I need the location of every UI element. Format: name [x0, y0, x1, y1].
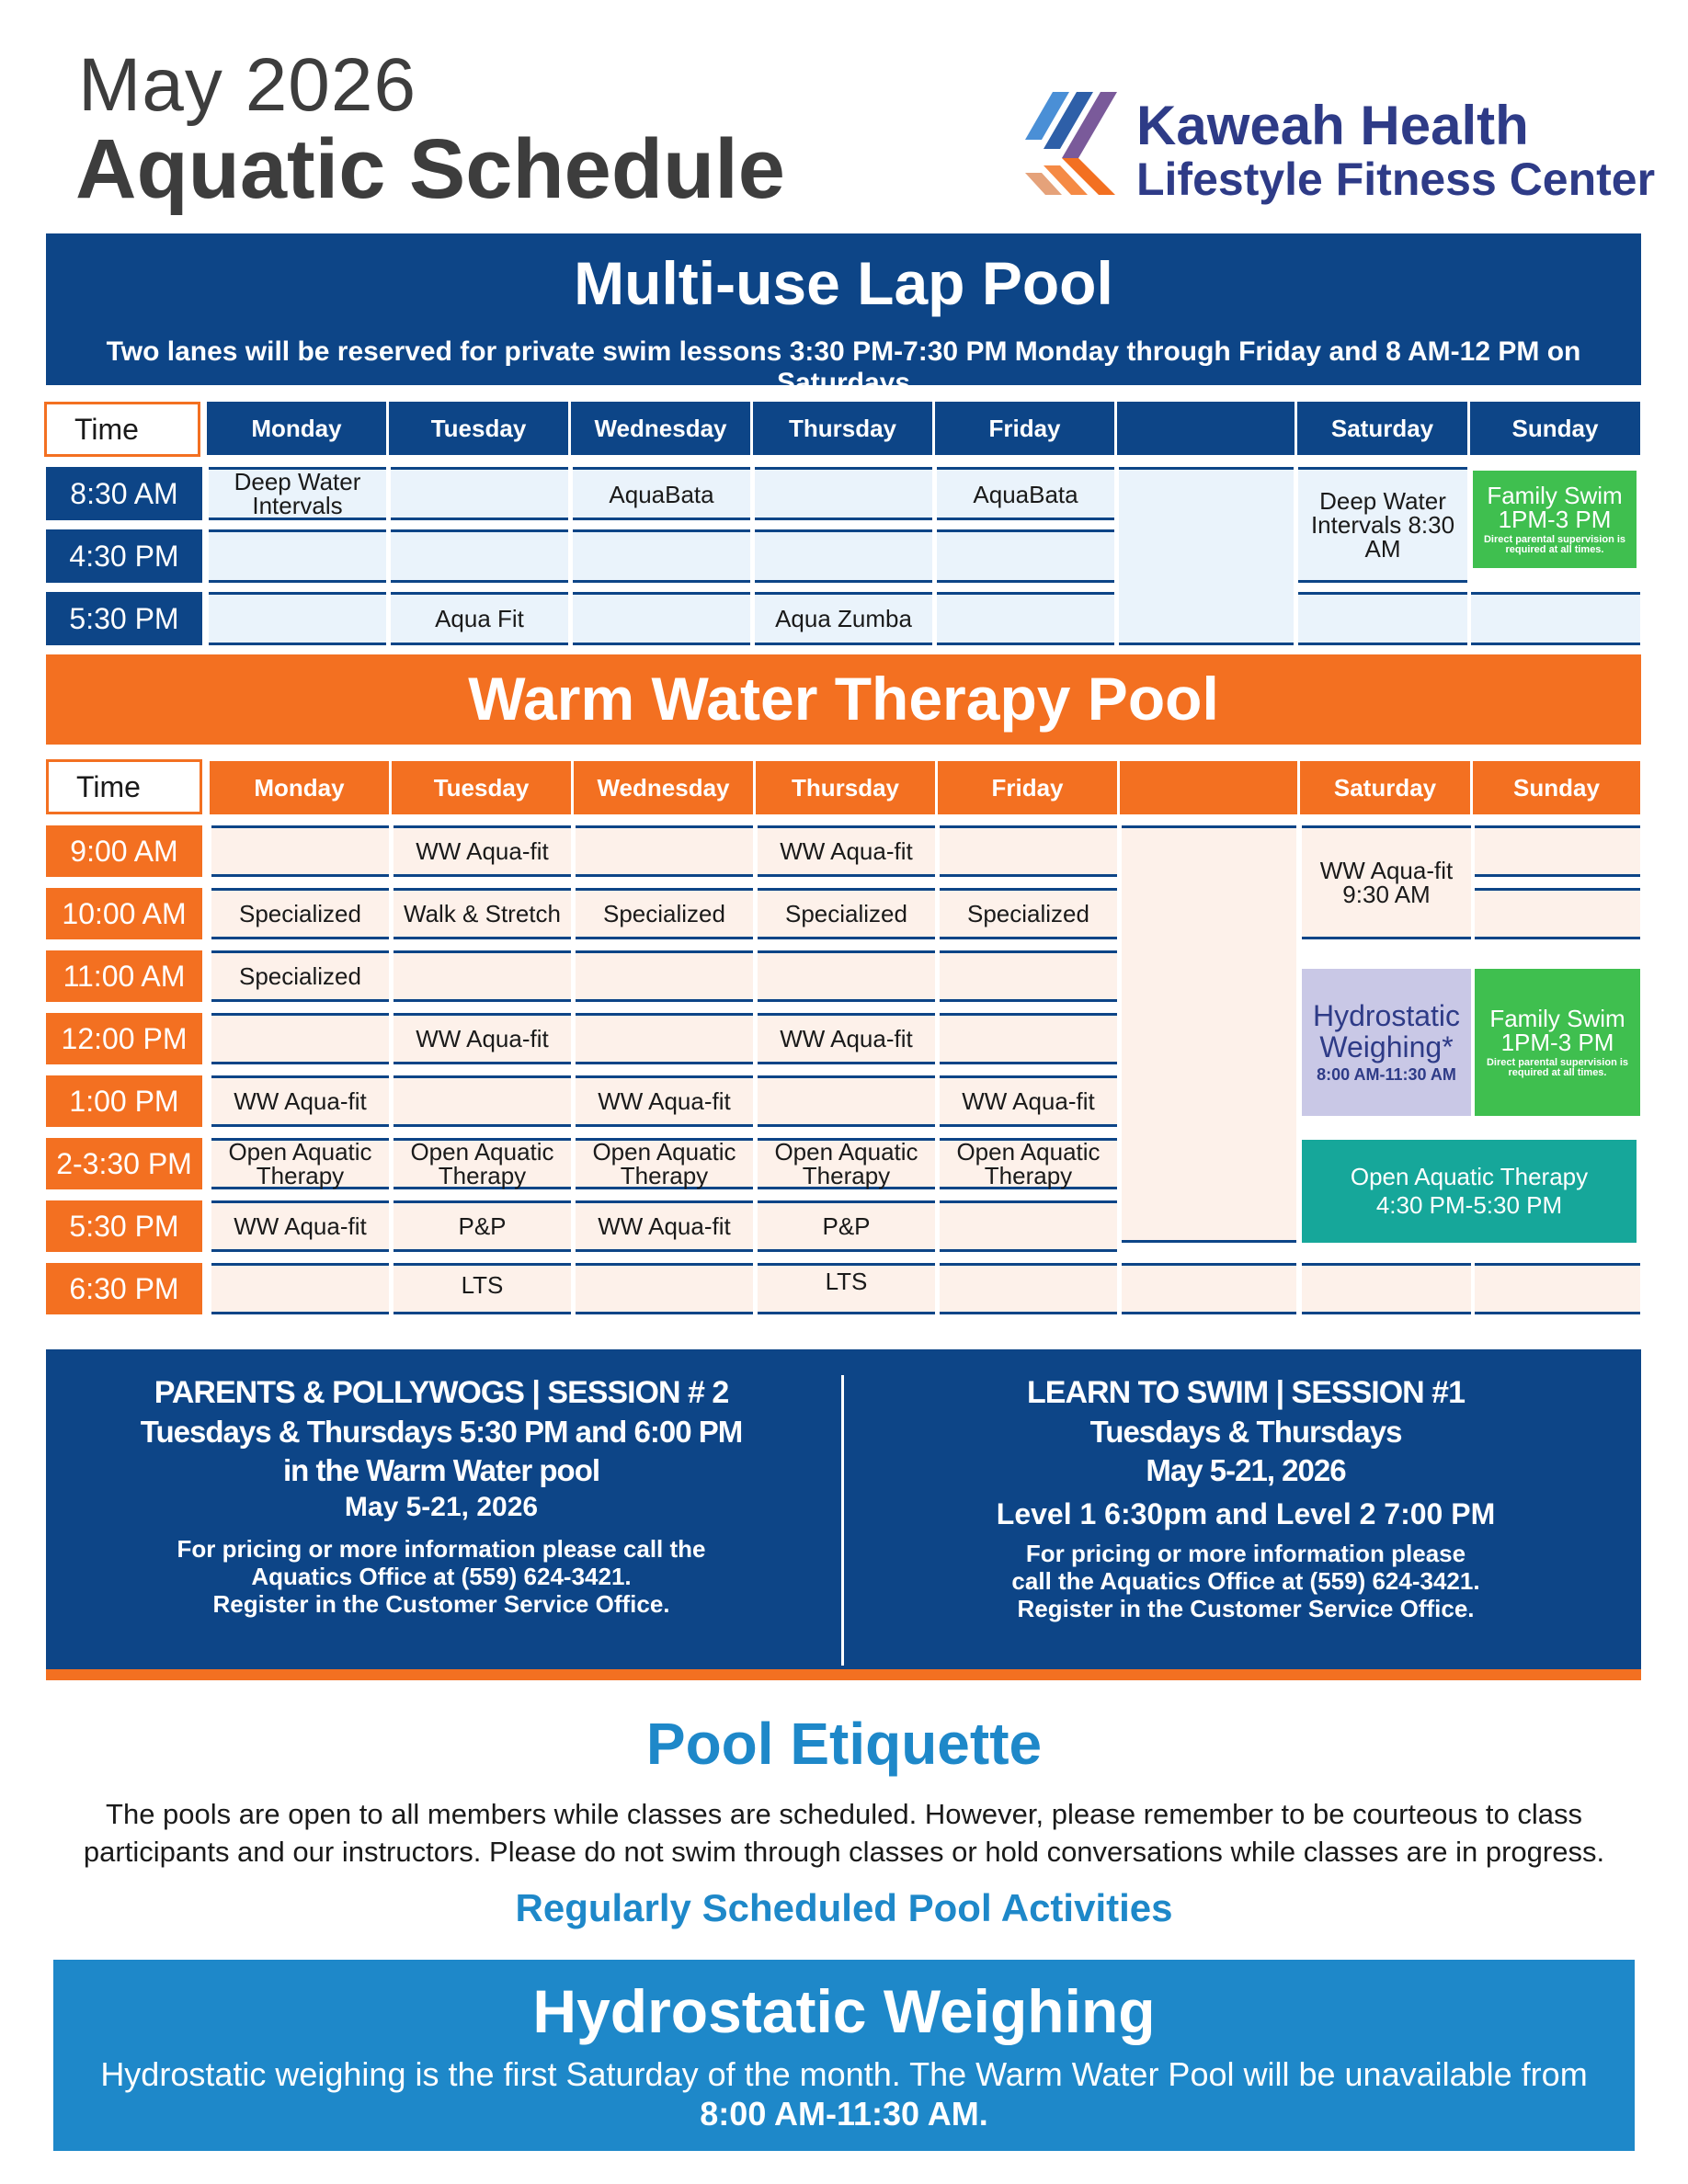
warm-time-label: 10:00 AM	[46, 888, 202, 939]
hydrostatic-time: 8:00 AM-11:30 AM.	[700, 2095, 988, 2133]
lap-saturday-cell	[1298, 592, 1467, 645]
pollywogs-days: Tuesdays & Thursdays 5:30 PM and 6:00 PM	[140, 1415, 743, 1449]
warm-day-blank	[1120, 761, 1297, 814]
warm-time-label: 9:00 AM	[46, 825, 202, 877]
warm-class-cell: Specialized	[940, 888, 1117, 939]
lap-time-label: 5:30 PM	[46, 592, 202, 645]
open-therapy-time: 4:30 PM-5:30 PM	[1375, 1191, 1563, 1219]
kaweah-logo-icon	[1025, 92, 1128, 195]
lap-class-cell: AquaBata	[937, 467, 1114, 520]
lap-day-tuesday: Tuesday	[389, 402, 568, 455]
warm-sunday-cell	[1475, 1263, 1640, 1314]
lap-day-sunday: Sunday	[1470, 402, 1640, 455]
lap-saturday-class: Deep Water Intervals 8:30 AM	[1298, 467, 1467, 583]
learn-to-swim-heading: LEARN TO SWIM | SESSION #1	[1027, 1375, 1465, 1410]
lap-pool-title: Multi-use Lap Pool	[574, 249, 1113, 317]
parents-pollywogs-info	[55, 1375, 827, 1619]
pool-etiquette-title: Pool Etiquette	[645, 1711, 1043, 1777]
warm-class-cell: WW Aqua-fit	[576, 1075, 753, 1127]
warm-day-thursday: Thursday	[756, 761, 935, 814]
warm-class-cell	[758, 1075, 935, 1127]
warm-class-cell	[940, 950, 1117, 1002]
warm-class-cell: WW Aqua-fit	[211, 1075, 389, 1127]
warm-class-cell	[576, 950, 753, 1002]
regular-activities-subtitle: Regularly Scheduled Pool Activities	[515, 1886, 1173, 1929]
warm-class-cell	[576, 825, 753, 877]
warm-pool-title: Warm Water Therapy Pool	[46, 654, 1641, 745]
lap-class-cell	[573, 592, 750, 645]
warm-class-cell	[576, 1263, 753, 1314]
warm-class-cell	[940, 825, 1117, 877]
pollywogs-dates: May 5-21, 2026	[344, 1492, 539, 1522]
warm-day-monday: Monday	[210, 761, 389, 814]
hydrostatic-title: Hydrostatic Weighing	[532, 1977, 1156, 2045]
family-swim-title: Family Swim 1PM-3 PM	[1487, 482, 1623, 533]
hydrostatic-text: Hydrostatic weighing is the first Saturday of the month. The Warm Water Pool will be unavailable from	[100, 2055, 1588, 2093]
family-swim-note: Direct parental supervision is required at all times.	[1483, 534, 1626, 555]
warm-class-cell	[211, 1013, 389, 1064]
lap-time-label: 8:30 AM	[46, 467, 202, 520]
lap-day-saturday: Saturday	[1297, 402, 1467, 455]
warm-sunday-cell	[1475, 825, 1640, 877]
warm-day-tuesday: Tuesday	[392, 761, 571, 814]
learn-to-swim-days: Tuesdays & Thursdays	[1089, 1415, 1402, 1449]
warm-day-saturday: Saturday	[1300, 761, 1470, 814]
warm-blank-cell	[1122, 1263, 1296, 1314]
lap-class-cell: Aqua Fit	[391, 592, 568, 645]
learn-to-swim-levels: Level 1 6:30pm and Level 2 7:00 PM	[996, 1497, 1496, 1530]
hydrostatic-weighing-block	[1302, 969, 1471, 1116]
pollywogs-heading: PARENTS & POLLYWOGS | SESSION # 2	[154, 1375, 729, 1410]
warm-day-wednesday: Wednesday	[574, 761, 753, 814]
open-therapy-title: Open Aquatic Therapy	[1350, 1162, 1589, 1190]
warm-class-cell	[758, 950, 935, 1002]
warm-family-swim	[1475, 969, 1640, 1116]
warm-class-cell: Walk & Stretch	[393, 888, 571, 939]
lap-family-swim	[1473, 471, 1637, 568]
warm-day-sunday: Sunday	[1473, 761, 1640, 814]
warm-class-cell: Open Aquatic Therapy	[393, 1138, 571, 1189]
pollywogs-location: in the Warm Water pool	[282, 1453, 600, 1487]
lap-class-cell	[209, 592, 386, 645]
lap-day-friday: Friday	[935, 402, 1114, 455]
warm-class-cell: WW Aqua-fit	[393, 1013, 571, 1064]
warm-class-cell: WW Aqua-fit	[211, 1200, 389, 1252]
warm-class-cell: Open Aquatic Therapy	[940, 1138, 1117, 1189]
warm-class-cell	[940, 1013, 1117, 1064]
lap-class-cell	[209, 529, 386, 583]
warm-class-cell	[940, 1263, 1117, 1314]
hydrostatic-block-time: 8:00 AM-11:30 AM	[1317, 1065, 1456, 1085]
lap-class-cell	[573, 529, 750, 583]
pollywogs-contact: For pricing or more information please call the Aquatics Office at (559) 624-3421. Register in the Customer Service Office.	[177, 1535, 706, 1618]
lap-day-blank	[1117, 402, 1295, 455]
lap-class-cell: Aqua Zumba	[755, 592, 932, 645]
warm-saturday-cell	[1302, 1263, 1471, 1314]
warm-class-cell: P&P	[758, 1200, 935, 1252]
warm-class-cell: WW Aqua-fit	[758, 1013, 935, 1064]
lap-class-cell	[755, 467, 932, 520]
lap-class-cell	[391, 467, 568, 520]
warm-class-cell	[393, 1075, 571, 1127]
learn-to-swim-dates: May 5-21, 2026	[1146, 1453, 1346, 1487]
lap-class-cell: Deep Water Intervals	[209, 467, 386, 520]
warm-class-cell	[393, 950, 571, 1002]
warm-class-cell: WW Aqua-fit	[393, 825, 571, 877]
lap-pool-note: Two lanes will be reserved for private swim lessons 3:30 PM-7:30 PM Monday through Friday and 8 AM-12 PM on Saturdays	[106, 336, 1581, 398]
lap-time-header: Time	[44, 402, 200, 457]
lap-class-cell	[755, 529, 932, 583]
warm-class-cell: WW Aqua-fit	[758, 825, 935, 877]
learn-to-swim-info	[860, 1375, 1632, 1623]
warm-time-label: 5:30 PM	[46, 1200, 202, 1252]
schedule-month: May 2026	[78, 43, 417, 127]
warm-time-label: 2-3:30 PM	[46, 1138, 202, 1189]
warm-sunday-cell	[1475, 888, 1640, 939]
warm-time-label: 1:00 PM	[46, 1075, 202, 1127]
lap-class-cell	[937, 592, 1114, 645]
warm-class-cell: Specialized	[211, 950, 389, 1002]
warm-class-cell: WW Aqua-fit	[940, 1075, 1117, 1127]
warm-class-cell: Open Aquatic Therapy	[758, 1138, 935, 1189]
lap-class-cell: AquaBata	[573, 467, 750, 520]
lap-day-wednesday: Wednesday	[571, 402, 750, 455]
lap-time-label: 4:30 PM	[46, 529, 202, 583]
lap-class-cell	[937, 529, 1114, 583]
logo-name: Kaweah Health	[1136, 95, 1529, 156]
lap-blank-column	[1119, 467, 1294, 645]
lap-pool-banner	[46, 233, 1641, 398]
lap-day-thursday: Thursday	[753, 402, 932, 455]
warm-class-cell	[211, 1263, 389, 1314]
warm-time-label: 11:00 AM	[46, 950, 202, 1002]
lap-class-cell	[391, 529, 568, 583]
warm-class-cell	[940, 1200, 1117, 1252]
lap-day-monday: Monday	[207, 402, 386, 455]
warm-class-cell: Open Aquatic Therapy	[211, 1138, 389, 1189]
warm-class-cell: Open Aquatic Therapy	[576, 1138, 753, 1189]
warm-class-cell	[576, 1013, 753, 1064]
family-swim-note: Direct parental supervision is required at all times.	[1486, 1057, 1629, 1078]
warm-class-cell: Specialized	[211, 888, 389, 939]
warm-blank-column	[1122, 825, 1296, 1243]
warm-class-cell: LTS	[758, 1263, 935, 1314]
warm-time-label: 6:30 PM	[46, 1263, 202, 1314]
hydrostatic-weighing-panel	[53, 1960, 1635, 2151]
logo-subname: Lifestyle Fitness Center	[1136, 154, 1656, 205]
lap-sunday-cell	[1471, 592, 1640, 645]
schedule-title: Aquatic Schedule	[75, 122, 785, 216]
warm-class-cell: LTS	[393, 1263, 571, 1314]
family-swim-title: Family Swim 1PM-3 PM	[1489, 1005, 1625, 1056]
warm-class-cell: P&P	[393, 1200, 571, 1252]
warm-saturday-aquafit: WW Aqua-fit 9:30 AM	[1302, 825, 1471, 939]
open-aquatic-therapy-weekend	[1302, 1140, 1637, 1243]
warm-class-cell	[211, 825, 389, 877]
warm-class-cell: Specialized	[576, 888, 753, 939]
pool-etiquette-text: The pools are open to all members while classes are scheduled. However, please remember to be courteous to class participants and our instructors. Please do not swim through classes or hold conversations while classes are in progress.	[83, 1798, 1605, 1868]
warm-class-cell: Specialized	[758, 888, 935, 939]
warm-time-label: 12:00 PM	[46, 1013, 202, 1064]
hydrostatic-block-title: Hydrostatic Weighing*	[1312, 998, 1461, 1064]
info-divider	[841, 1375, 844, 1666]
learn-to-swim-contact: For pricing or more information please call the Aquatics Office at (559) 624-3421. Register in the Customer Service Office.	[1011, 1540, 1480, 1622]
warm-class-cell: WW Aqua-fit	[576, 1200, 753, 1252]
warm-day-friday: Friday	[938, 761, 1117, 814]
warm-time-header: Time	[46, 759, 202, 814]
